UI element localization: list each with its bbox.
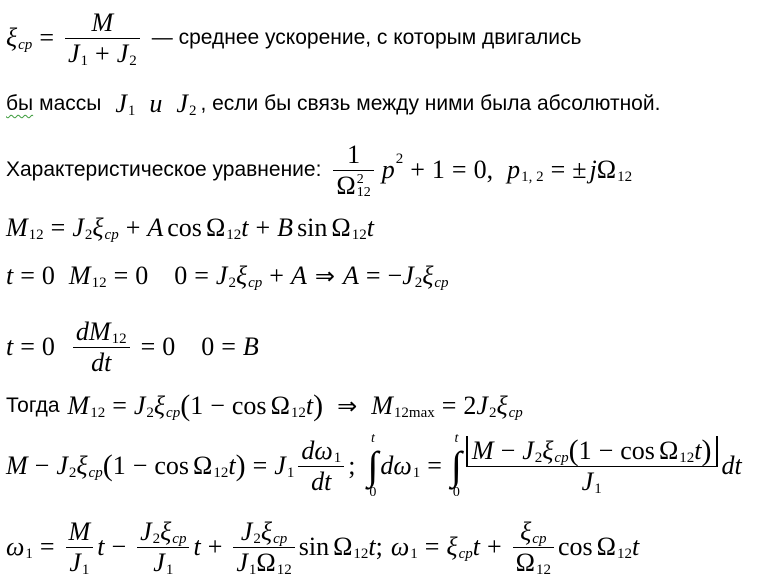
subscript: 2 — [534, 449, 543, 466]
sin: sin — [298, 532, 330, 561]
one: 1 — [190, 391, 204, 420]
left-paren: ( — [180, 389, 191, 422]
j1: J — [67, 38, 80, 68]
superscript: 2 — [356, 171, 364, 187]
minus: − — [132, 451, 148, 480]
omega: Ω — [596, 155, 617, 184]
subscript: 12max — [393, 404, 435, 421]
t-var: t — [368, 532, 376, 561]
zero: 0 — [41, 261, 55, 290]
xi-symbol: ξ — [76, 451, 88, 480]
implies-arrow-icon: ⇒ — [314, 262, 335, 290]
equals: = — [221, 332, 236, 361]
plus-minus: ± — [572, 155, 587, 184]
j-var: J — [153, 547, 165, 577]
subscript: 12 — [213, 464, 229, 481]
left-paren: ( — [102, 449, 113, 482]
plus: + — [125, 213, 141, 242]
b-var: B — [242, 332, 259, 361]
d-omega: dω — [380, 451, 412, 480]
subscript: 1 — [410, 545, 418, 562]
fraction — [333, 140, 373, 201]
equals: = — [194, 261, 209, 290]
derivative-fraction — [298, 436, 344, 497]
m-var: M — [67, 391, 90, 420]
subscript: 1 — [333, 449, 342, 466]
one: 1 — [347, 139, 361, 169]
m-var: M — [68, 516, 91, 546]
subscript: ср — [554, 449, 569, 466]
right-paren: ) — [313, 389, 324, 422]
subscript: 1 — [25, 545, 33, 562]
subscript: 2 — [129, 52, 137, 69]
j-var: J — [215, 261, 228, 290]
t-var: t — [694, 435, 702, 465]
subscript: 12 — [616, 545, 632, 562]
omega-var: ω — [390, 532, 410, 561]
omega: Ω — [270, 391, 290, 420]
omega: Ω — [331, 213, 351, 242]
derivative-fraction — [73, 317, 130, 378]
subscript: 2 — [84, 226, 93, 243]
upper-limit: t — [370, 431, 375, 446]
dt: dt — [311, 466, 332, 496]
xi-symbol: ξ — [160, 516, 172, 546]
subscript: 12 — [91, 274, 107, 291]
description-text: — среднее ускорение, с которым двигались — [151, 26, 582, 49]
cos: cos — [620, 435, 655, 465]
subscript: 12 — [353, 545, 369, 562]
subscript: ср — [248, 274, 263, 291]
j-var: j — [589, 155, 597, 184]
xi-symbol: ξ — [446, 532, 458, 561]
plus: + — [269, 261, 284, 290]
subscript: 12 — [617, 168, 633, 185]
t-var: t — [305, 391, 314, 420]
integral-sign-icon: ∫ — [450, 443, 462, 488]
omega: Ω — [515, 547, 535, 577]
j-var: J — [274, 451, 286, 480]
omega: Ω — [336, 170, 356, 200]
j-var: J — [56, 451, 68, 480]
subscript: ср — [458, 545, 473, 562]
t-var: t — [6, 332, 14, 361]
description-text: , если бы связь между ними была абсолютной. — [200, 92, 661, 115]
subscript: 1 — [594, 480, 602, 497]
equals: = — [112, 391, 127, 420]
zero: 0 — [174, 261, 188, 290]
b-var: B — [277, 213, 294, 242]
subscript: 1, 2 — [521, 168, 544, 185]
t-var: t — [6, 261, 14, 290]
j2: J — [176, 89, 188, 118]
dt: dt — [721, 451, 742, 480]
j-var: J — [402, 261, 414, 290]
subscript: 12 — [28, 226, 44, 243]
sin: sin — [297, 213, 328, 242]
equals: = — [252, 451, 268, 480]
subscript: 1 — [80, 52, 89, 69]
xi-symbol: ξ — [6, 23, 18, 52]
a-var: A — [290, 261, 307, 290]
label-text: Характеристическое уравнение: — [6, 158, 322, 181]
implies-arrow-icon: ⇒ — [337, 392, 358, 420]
subscript: ср — [434, 274, 449, 291]
word-masses: массы — [39, 92, 102, 115]
conjunction: и — [149, 89, 163, 118]
semicolon: ; — [348, 451, 356, 480]
omega: Ω — [205, 213, 226, 242]
subscript: 12 — [351, 226, 367, 243]
subscript: ср — [532, 530, 547, 547]
j-var: J — [581, 466, 594, 496]
equals: = — [424, 532, 440, 561]
fraction — [233, 517, 294, 578]
dm: dM — [75, 316, 111, 346]
zero: 0 — [41, 332, 55, 361]
t-var: t — [228, 451, 236, 480]
equals: = — [451, 155, 467, 184]
zero: 0 — [162, 332, 176, 361]
xi-symbol: ξ — [542, 435, 554, 465]
subscript: 12 — [226, 226, 242, 243]
m-var: M — [471, 435, 494, 465]
numerator-m: M — [91, 7, 114, 37]
masses-line — [6, 86, 660, 122]
subscript: 2 — [188, 102, 197, 119]
minus: − — [598, 435, 614, 465]
j-var: J — [240, 516, 253, 546]
xi-symbol: ξ — [235, 261, 248, 290]
semicolon: ; — [375, 532, 383, 561]
j-var: J — [140, 516, 152, 546]
subscript: 2 — [68, 464, 77, 481]
subscript: 1 — [81, 561, 90, 578]
initial-condition-a-line — [6, 256, 449, 296]
subscript: 1 — [165, 561, 174, 578]
characteristic-equation-line — [6, 136, 632, 204]
right-paren: ) — [701, 433, 712, 467]
j-var: J — [236, 547, 248, 577]
t-var: t — [472, 532, 480, 561]
xi-symbol: ξ — [422, 261, 434, 290]
one: 1 — [112, 451, 126, 480]
equals: = — [20, 261, 35, 290]
one: 1 — [431, 155, 445, 184]
t-var: t — [97, 532, 105, 561]
m-var: M — [68, 261, 91, 290]
fraction — [513, 517, 554, 578]
j-var: J — [522, 435, 534, 465]
subscript: 2 — [146, 404, 154, 421]
j-var: J — [69, 547, 81, 577]
label-text: Тогда — [6, 394, 60, 417]
subscript: 1 — [248, 561, 257, 578]
omega: Ω — [658, 435, 679, 465]
subscript: 1 — [286, 464, 295, 481]
subscript: 12 — [276, 561, 292, 578]
minus: − — [210, 391, 225, 420]
integrand-fraction — [466, 433, 718, 497]
subscript: 12 — [356, 184, 371, 200]
upper-limit: t — [454, 431, 459, 446]
subscript: 2 — [152, 530, 161, 547]
minus: − — [34, 451, 50, 480]
equals: = — [365, 261, 381, 290]
subscript: 12 — [90, 404, 106, 421]
fraction — [65, 8, 140, 69]
xi-symbol: ξ — [92, 213, 104, 242]
j2: J — [116, 38, 129, 68]
comma: , — [486, 155, 494, 184]
subscript: ср — [172, 530, 187, 547]
minus: − — [500, 435, 516, 465]
left-paren: ( — [568, 433, 579, 467]
superscript: 2 — [395, 150, 404, 167]
integral-sign-icon: ∫ — [367, 443, 379, 488]
integral — [367, 432, 378, 500]
fraction — [137, 517, 189, 578]
m-var: M — [371, 391, 393, 420]
plus: + — [486, 532, 502, 561]
subscript: 1 — [412, 464, 421, 481]
omega: Ω — [256, 547, 276, 577]
omega-solution-line — [6, 510, 639, 584]
t-var: t — [193, 532, 201, 561]
subscript: 1 — [127, 102, 136, 119]
word-by: бы — [6, 92, 34, 115]
subscript: ср — [104, 226, 119, 243]
t-var: t — [631, 532, 640, 561]
xi-symbol: ξ — [496, 391, 508, 420]
subscript: 12 — [535, 561, 551, 578]
avg-acceleration-line — [6, 6, 581, 70]
minus: − — [387, 261, 403, 290]
lower-limit: 0 — [369, 485, 377, 500]
minus: − — [111, 532, 127, 561]
subscript: ср — [88, 464, 103, 481]
xi-symbol: ξ — [153, 391, 166, 420]
subscript: ср — [18, 36, 33, 53]
plus: + — [207, 532, 223, 561]
j-var: J — [133, 391, 146, 420]
plus: + — [255, 213, 271, 242]
omega-var: ω — [6, 532, 25, 561]
equals: = — [20, 332, 35, 361]
cos: cos — [557, 532, 593, 561]
integral — [451, 432, 462, 500]
initial-condition-b-line — [6, 314, 259, 380]
m-var: M — [6, 451, 28, 480]
j-var: J — [72, 213, 84, 242]
a-var: A — [147, 213, 164, 242]
cos: cos — [154, 451, 190, 480]
subscript: 12 — [679, 449, 695, 466]
dt: dt — [91, 347, 112, 377]
subscript: 2 — [414, 274, 423, 291]
right-paren: ) — [235, 449, 246, 482]
zero: 0 — [135, 261, 149, 290]
m-var: M — [6, 213, 28, 242]
equals: = — [113, 261, 129, 290]
zero: 0 — [201, 332, 215, 361]
subscript: 2 — [253, 530, 261, 547]
a-var: A — [342, 261, 359, 290]
d-omega: dω — [301, 435, 333, 465]
then-line — [6, 386, 523, 426]
lower-limit: 0 — [452, 485, 460, 500]
moment-equation-line — [6, 210, 374, 246]
xi-symbol: ξ — [260, 516, 273, 546]
equals: = — [140, 332, 156, 361]
xi-symbol: ξ — [520, 516, 532, 546]
subscript: 2 — [228, 274, 236, 291]
subscript: 12 — [111, 330, 127, 347]
p-var: p — [507, 155, 521, 184]
omega: Ω — [333, 532, 353, 561]
equals: = — [39, 23, 54, 52]
fraction — [66, 517, 94, 578]
j1: J — [115, 89, 127, 118]
omega: Ω — [193, 451, 213, 480]
equals: = — [39, 532, 55, 561]
subscript: ср — [273, 530, 288, 547]
t-var: t — [366, 213, 374, 242]
plus: + — [410, 155, 425, 184]
subscript: ср — [166, 404, 181, 421]
equals: = — [550, 155, 566, 184]
equals: = — [50, 213, 66, 242]
equals: = — [427, 451, 442, 480]
plus: + — [95, 38, 110, 68]
subscript: 2 — [488, 404, 497, 421]
subscript: ср — [508, 404, 523, 421]
p-var: p — [381, 155, 395, 184]
cos: cos — [231, 391, 267, 420]
integral-equation-line — [6, 428, 742, 504]
cos: cos — [167, 213, 202, 242]
j-var: J — [476, 391, 488, 420]
t-var: t — [241, 213, 249, 242]
equals: = — [441, 391, 457, 420]
two: 2 — [463, 391, 477, 420]
zero: 0 — [473, 155, 487, 184]
one: 1 — [578, 435, 592, 465]
omega: Ω — [596, 532, 616, 561]
subscript: 12 — [290, 404, 306, 421]
